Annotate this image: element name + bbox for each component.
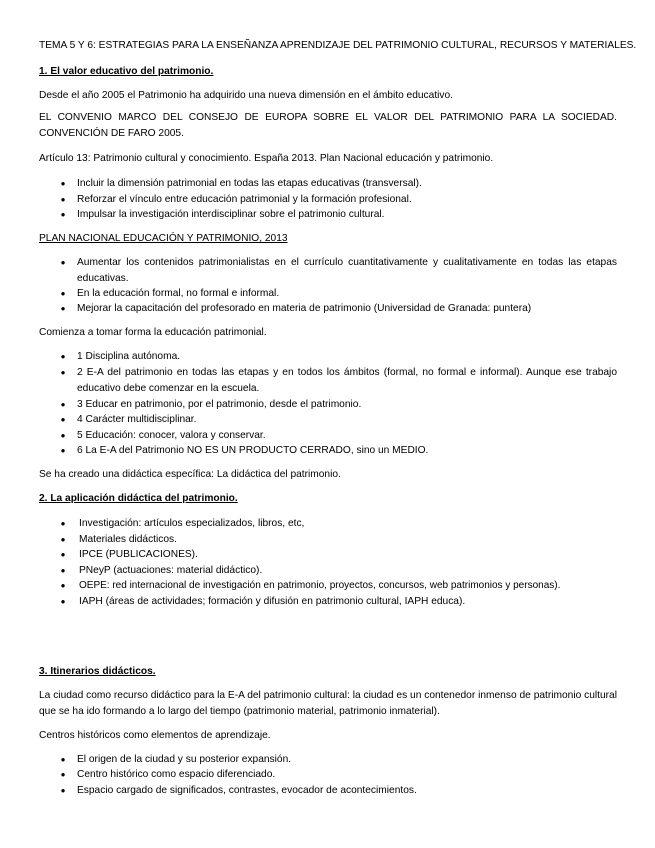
section-1-heading: 1. El valor educativo del patrimonio. [39,66,214,77]
list-item: Incluir la dimensión patrimonial en todas las etapas educativas (transversal). [77,178,422,189]
bullet-icon [59,192,67,208]
list-item: IAPH (áreas de actividades; formación y difusión en patrimonio cultural, IAPH educa). [79,596,466,607]
bullet-icon [59,207,67,223]
list-item: El origen de la ciudad y su posterior expansión. [77,754,292,765]
list-item: Mejorar la capacitación del profesorado en materia de patrimonio (Universidad de Granada: puntera) [77,303,532,314]
bullet-icon [59,563,67,579]
bullet-icon [59,516,67,532]
list-item: IPCE (PUBLICACIONES). [79,549,198,560]
document-title: TEMA 5 Y 6: ESTRATEGIAS PARA LA ENSEÑANZA APRENDIZAJE DEL PATRIMONIO CULTURAL, RECURSOS Y MATERIALES. [39,40,637,51]
plan-heading: PLAN NACIONAL EDUCACIÓN Y PATRIMONIO, 2013 [39,233,288,244]
bullet-icon [59,767,67,783]
bullet-icon [59,286,67,302]
paragraph: Comienza a tomar forma la educación patrimonial. [39,327,267,338]
bullet-icon [59,176,67,192]
bullet-icon [59,752,67,768]
paragraph: Se ha creado una didáctica específica: La didáctica del patrimonio. [39,469,341,480]
section-2-heading: 2. La aplicación didáctica del patrimonio. [39,493,238,504]
bullet-icon [59,428,67,444]
bullet-icon [59,412,67,428]
list-item: Centro histórico como espacio diferenciado. [77,769,276,780]
list-item: Espacio cargado de significados, contrastes, evocador de acontecimientos. [77,785,417,796]
bullet-icon [59,349,67,365]
list-item: Reforzar el vínculo entre educación patrimonial y la formación profesional. [77,194,412,205]
list-item: Investigación: artículos especializados, libros, etc, [79,518,305,529]
bullet-icon [59,443,67,459]
paragraph: Artículo 13: Patrimonio cultural y conocimiento. España 2013. Plan Nacional educación y patrimonio. [39,153,494,164]
list-item: 4 Carácter multidisciplinar. [77,414,197,425]
bullet-icon [59,783,67,799]
list-item: 1 Disciplina autónoma. [77,351,181,362]
list-item: OEPE: red internacional de investigación en patrimonio, proyectos, concursos, web patrimonios y personas). [79,580,561,591]
bullet-icon [59,578,67,594]
list-item: PNeyP (actuaciones: material didáctico). [79,565,263,576]
list-item: En la educación formal, no formal e informal. [77,288,280,299]
paragraph: La ciudad como recurso didáctico para la E-A del patrimonio cultural: la ciudad es un contenedor inmenso de patrimonio cultural que se ha ido formando a lo largo del tiempo (patrimonio material, patrimonio inmaterial). [39,690,617,717]
list-item: 5 Educación: conocer, valora y conservar. [77,430,266,441]
paragraph: Desde el año 2005 el Patrimonio ha adquirido una nueva dimensión en el ámbito educativo. [39,90,454,101]
list-item: Impulsar la investigación interdisciplinar sobre el patrimonio cultural. [77,209,385,220]
section-3-heading: 3. Itinerarios didácticos. [39,666,156,677]
list-item: 2 E-A del patrimonio en todas las etapas y en todos los ámbitos (formal, no formal e informal). Aunque ese trabajo educativo debe comenzar en la escuela. [77,367,617,394]
list-item: 3 Educar en patrimonio, por el patrimonio, desde el patrimonio. [77,399,362,410]
bullet-icon [59,594,67,610]
list-item: Materiales didácticos. [79,534,177,545]
paragraph: Centros históricos como elementos de aprendizaje. [39,730,271,741]
bullet-icon [59,547,67,563]
bullet-icon [59,301,67,317]
bullet-icon [59,365,67,381]
list-item: 6 La E-A del Patrimonio NO ES UN PRODUCTO CERRADO, sino un MEDIO. [77,445,429,456]
bullet-icon [59,532,67,548]
paragraph: EL CONVENIO MARCO DEL CONSEJO DE EUROPA SOBRE EL VALOR DEL PATRIMONIO PARA LA SOCIEDAD. CONVENCIÓN DE FARO 2005. [39,112,617,139]
bullet-icon [59,255,67,271]
list-item: Aumentar los contenidos patrimonialistas en el currículo cuantitativamente y cualitativamente en todas las etapas educativas. [77,257,617,284]
bullet-icon [59,397,67,413]
